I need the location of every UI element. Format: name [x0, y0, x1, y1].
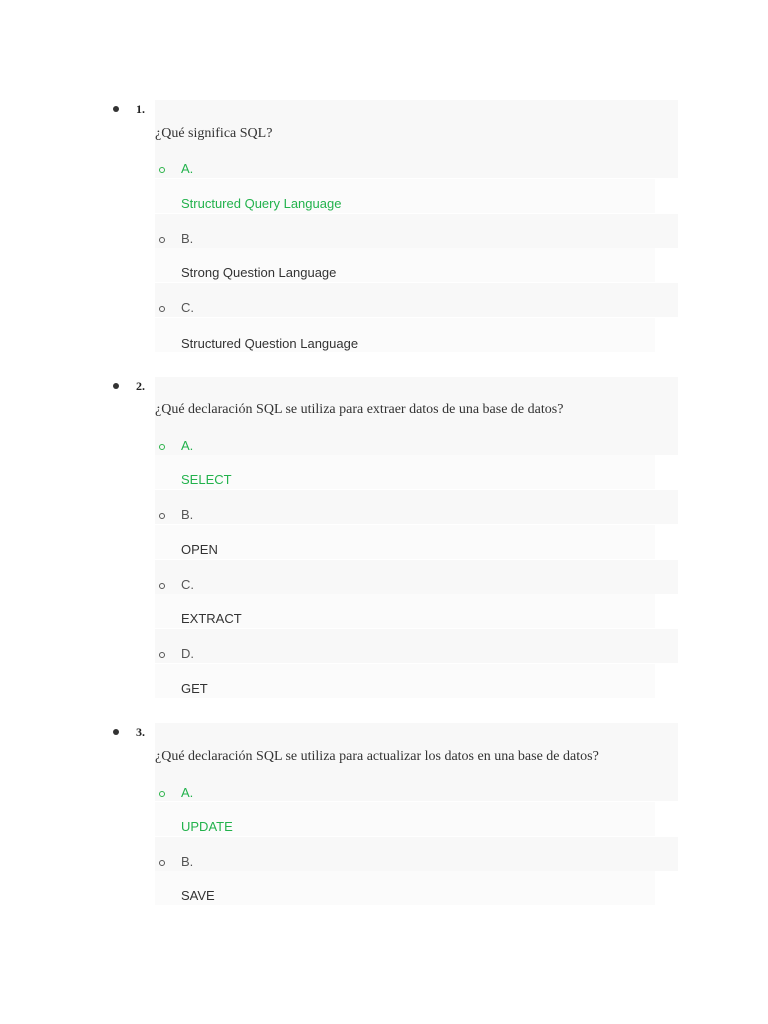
option-circle-icon	[159, 237, 165, 243]
option-letter: B.	[181, 854, 194, 869]
bullet-icon	[113, 106, 119, 112]
option-letter: B.	[181, 231, 194, 246]
option-letter: C.	[181, 300, 194, 315]
answer-background	[155, 664, 655, 698]
bullet-icon	[113, 729, 119, 735]
option-circle-icon	[159, 583, 165, 589]
option-circle-icon	[159, 652, 165, 658]
option-letter: A.	[181, 438, 194, 453]
option-letter: A.	[181, 161, 194, 176]
question-number: 1.	[136, 102, 145, 116]
bullet-icon	[113, 383, 119, 389]
option-background	[155, 837, 678, 871]
option-circle-icon	[159, 306, 165, 312]
option-letter: D.	[181, 646, 194, 661]
option-background	[155, 283, 678, 317]
option-circle-icon	[159, 444, 165, 450]
option-letter: B.	[181, 507, 194, 522]
option-letter: C.	[181, 577, 194, 592]
question-text: ¿Qué declaración SQL se utiliza para actualizar los datos en una base de datos?	[155, 749, 599, 764]
option-text: SAVE	[181, 888, 215, 903]
option-text: OPEN	[181, 542, 218, 557]
option-circle-icon	[159, 860, 165, 866]
question-text: ¿Qué declaración SQL se utiliza para extraer datos de una base de datos?	[155, 402, 564, 417]
option-background	[155, 560, 678, 594]
answer-background	[155, 871, 655, 905]
option-text: GET	[181, 681, 208, 696]
option-text: EXTRACT	[181, 611, 242, 626]
option-text: Structured Question Language	[181, 336, 359, 351]
option-circle-icon	[159, 167, 165, 173]
question-number: 3.	[136, 725, 145, 739]
option-text-correct: Structured Query Language	[181, 196, 342, 211]
option-text-correct: UPDATE	[181, 819, 233, 834]
option-text-correct: SELECT	[181, 472, 232, 487]
option-letter: A.	[181, 785, 194, 800]
option-background	[155, 214, 678, 248]
answer-background	[155, 525, 655, 559]
question-text: ¿Qué significa SQL?	[155, 126, 273, 141]
question-number: 2.	[136, 379, 145, 393]
option-text: Strong Question Language	[181, 265, 337, 280]
option-background	[155, 629, 678, 663]
option-circle-icon	[159, 513, 165, 519]
option-circle-icon	[159, 791, 165, 797]
option-background	[155, 490, 678, 524]
